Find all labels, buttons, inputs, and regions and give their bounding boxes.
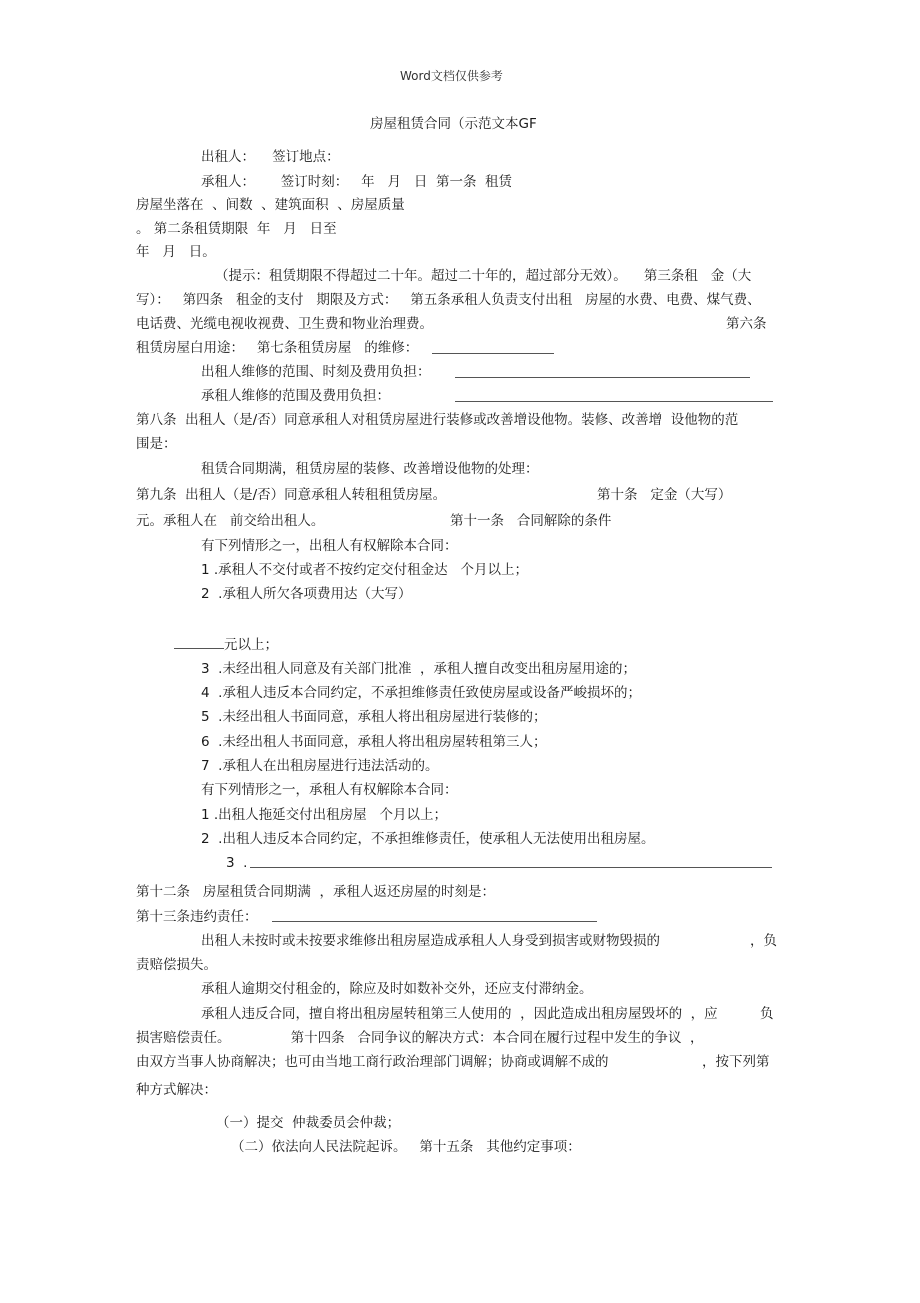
list-item: 1 .承租人不交付或者不按约定交付租金达 个月以上； [201, 562, 529, 578]
list-item: 1 .出租人拖延交付出租房屋 个月以上； [201, 807, 448, 823]
clause-line: 种方式解决： [136, 1082, 217, 1098]
clause-line: 负 [760, 1006, 774, 1022]
list-item: （二）依法向人民法院起诉。 第十五条 其他约定事项： [231, 1139, 581, 1155]
list-item: 元以上； [224, 637, 278, 653]
blank-line [432, 353, 554, 354]
clause-line: 出租人未按时或未按要求维修出租房屋造成承租人人身受到损害或财物毁损的 [201, 933, 660, 949]
clause-line: 承租人逾期交付租金的，除应及时如数补交外，还应支付滞纳金。 [201, 981, 593, 997]
clause-line: 承租人违反合同，擅自将出租房屋转租第三人使用的 ，因此造成出租房屋毁坏的 ，应 [201, 1006, 718, 1022]
blank-line [174, 648, 224, 649]
clause-line: 有下列情形之一，承租人有权解除本合同： [201, 782, 458, 798]
clause-line: 第十条 定金（大写） [597, 487, 732, 503]
clause-line: 。 第二条租赁期限 年 月 日至 [136, 221, 337, 237]
clause-line: 租赁合同期满，租赁房屋的装修、改善增设他物的处理： [201, 461, 539, 477]
clause-line: ，负 [750, 933, 777, 949]
clause-line: 租赁房屋白用途： 第七条租赁房屋 的维修： [136, 340, 419, 356]
clause-line: 第十一条 合同解除的条件 [450, 513, 612, 529]
page-header: Word文档仅供参考 [400, 69, 503, 83]
blank-line [250, 867, 772, 868]
blank-line [272, 921, 597, 922]
clause-line: 第十二条 房屋租赁合同期满 ，承租人返还房屋的时刻是： [136, 884, 495, 900]
document-title: 房屋租赁合同（示范文本GF [370, 116, 537, 132]
clause-line: ，按下列第 [702, 1054, 770, 1070]
list-item: 5 .未经出租人书面同意，承租人将出租房屋进行装修的； [201, 709, 547, 725]
list-item: 3 .未经出租人同意及有关部门批准 ，承租人擅自改变出租房屋用途的； [201, 661, 637, 677]
clause-line: 损害赔偿责任。 第十四条 合同争议的解决方式：本合同在履行过程中发生的争议 ， [136, 1030, 704, 1046]
list-item: 6 .未经出租人书面同意，承租人将出租房屋转租第三人； [201, 734, 547, 750]
clause-line: 第九条 出租人（是/否）同意承租人转租租赁房屋。 [136, 487, 447, 503]
list-item: 4 .承租人违反本合同约定，不承担维修责任致使房屋或设备严峻损坏的； [201, 685, 641, 701]
list-item: 2 .承租人所欠各项费用达（大写） [201, 586, 412, 602]
clause-line: 出租人维修的范围、时刻及费用负担： [201, 364, 431, 380]
list-item: 3 . [226, 855, 248, 871]
clause-line: 年 月 日。 [136, 244, 216, 260]
list-item: 7 .承租人在出租房屋进行违法活动的。 [201, 758, 439, 774]
clause-line: 第八条 出租人（是/否）同意承租人对租赁房屋进行装修或改善增设他物。装修、改善增 设他物的范 [136, 412, 739, 428]
clause-line: （提示：租赁期限不得超过二十年。超过二十年的，超过部分无效）。 第三条租 金（大 [215, 268, 752, 284]
clause-line: 写）： 第四条 租金的支付 期限及方式： 第五条承租人负责支付出租 房屋的水费、电费、煤气费、 [136, 292, 761, 308]
clause-line: 出租人： 签订地点： [201, 149, 340, 165]
clause-line: 第十三条违约责任： [136, 909, 258, 925]
clause-line: 房屋坐落在 、间数 、建筑面积 、房屋质量 [136, 197, 405, 213]
clause-line: 元。承租人在 前交给出租人。 [136, 513, 325, 529]
list-item: （一）提交 仲裁委员会仲裁； [216, 1115, 401, 1131]
clause-line: 电话费、光缆电视收视费、卫生费和物业治理费。 [136, 316, 433, 332]
clause-line: 责赔偿损失。 [136, 957, 217, 973]
clause-line: 有下列情形之一，出租人有权解除本合同： [201, 538, 458, 554]
clause-line: 承租人维修的范围及费用负担： [201, 388, 390, 404]
blank-line [455, 377, 750, 378]
clause-line: 由双方当事人协商解决；也可由当地工商行政治理部门调解；协商或调解不成的 [136, 1054, 609, 1070]
clause-line: 围是： [136, 436, 177, 452]
blank-line [455, 401, 773, 402]
clause-line: 承租人： 签订时刻： 年 月 日 第一条 租赁 [201, 174, 513, 190]
list-item: 2 .出租人违反本合同约定，不承担维修责任，使承租人无法使用出租房屋。 [201, 831, 655, 847]
clause-line: 第六条 [726, 316, 767, 332]
